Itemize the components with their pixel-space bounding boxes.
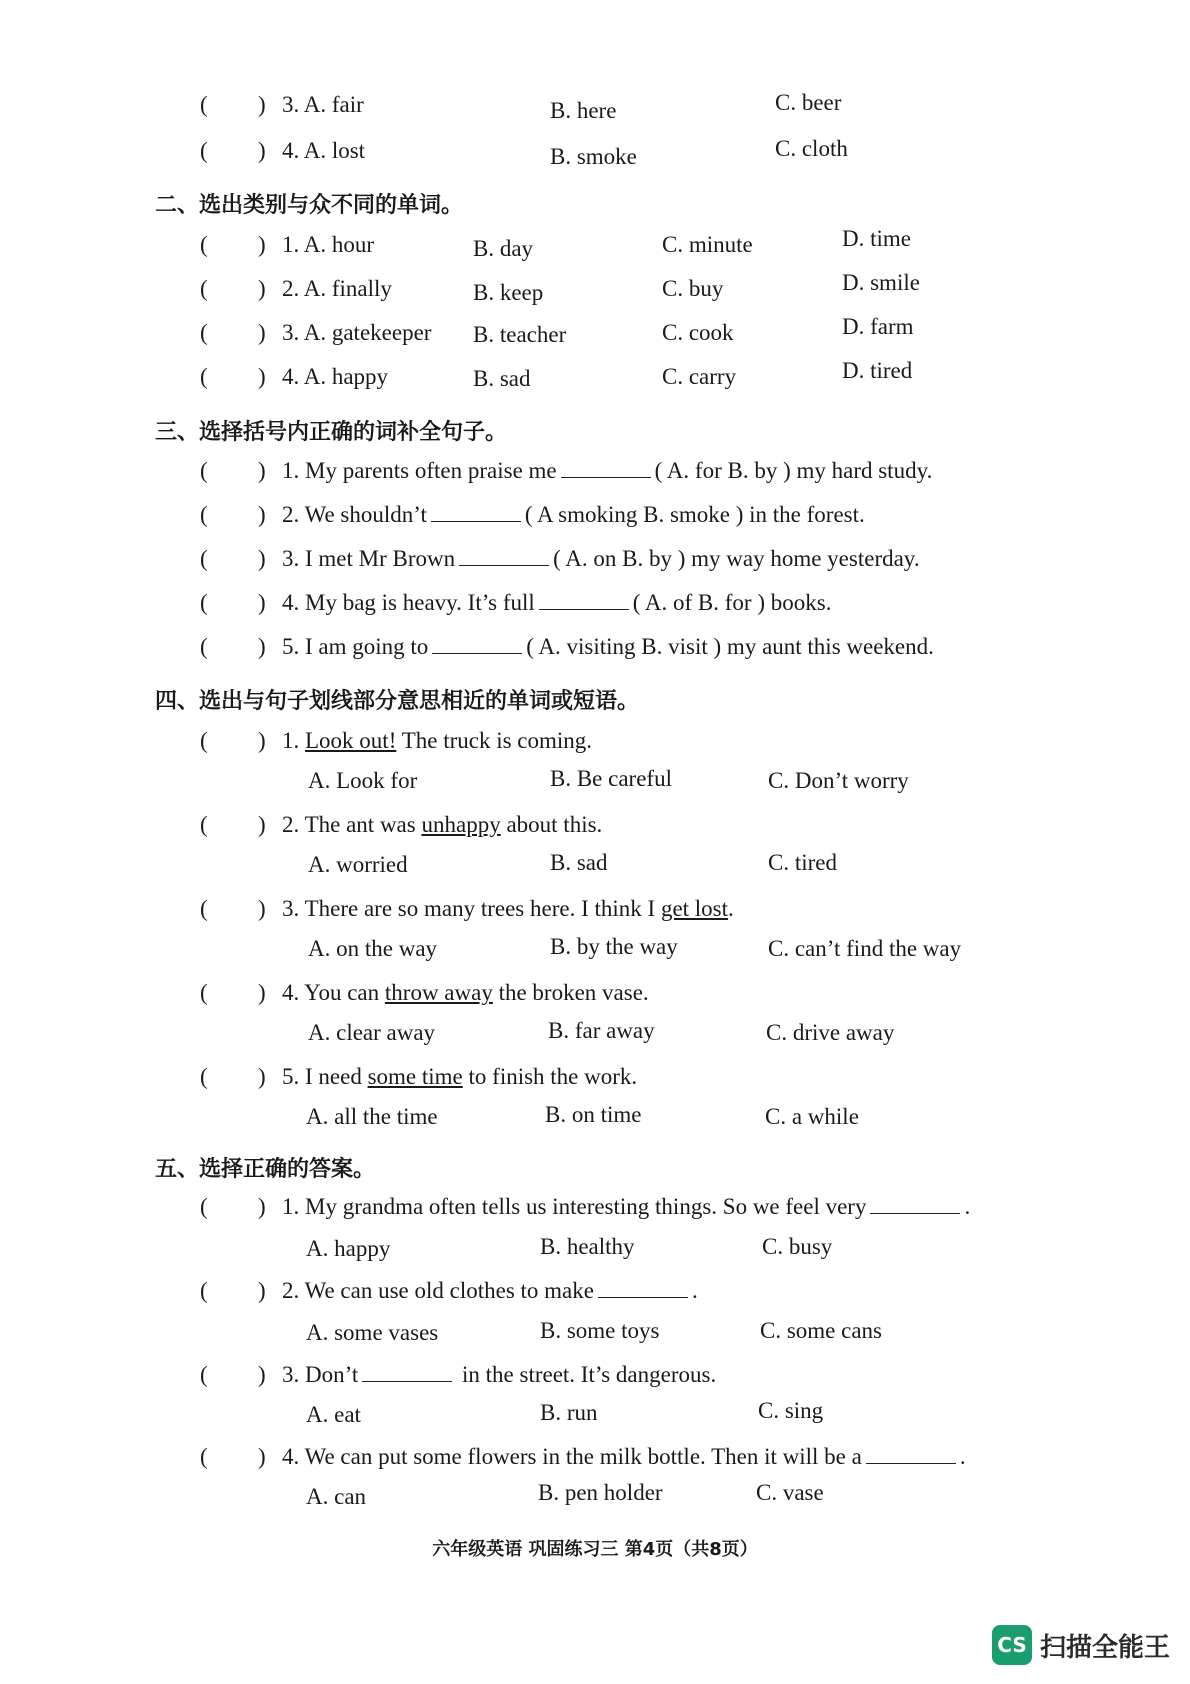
options-row xyxy=(0,1480,1190,1524)
fill-blank xyxy=(459,547,549,566)
question-row xyxy=(0,1194,1190,1234)
question-row xyxy=(0,812,1190,852)
answer-paren-close: ) xyxy=(258,92,266,117)
option-a: A. happy xyxy=(306,1236,391,1261)
option-a: 4. A. lost xyxy=(282,138,366,163)
option-a: A. can xyxy=(306,1484,367,1509)
question-stem-end: . xyxy=(691,1278,698,1303)
answer-paren-open: ( xyxy=(200,896,208,921)
answer-paren-open: ( xyxy=(200,634,208,659)
question-stem-end: the broken vase. xyxy=(492,980,649,1005)
answer-paren-close: ) xyxy=(258,232,266,257)
answer-paren-open: ( xyxy=(200,138,208,163)
option-b: B. Be careful xyxy=(550,766,672,791)
answer-paren-close: ) xyxy=(258,1278,266,1303)
question-text xyxy=(282,1362,716,1388)
options-row xyxy=(0,1320,1190,1360)
underlined-phrase: get lost xyxy=(660,896,729,921)
fill-blank xyxy=(362,1363,452,1382)
options-row xyxy=(0,1236,1190,1276)
option-c: C. drive away xyxy=(766,1020,895,1045)
answer-paren-close: ) xyxy=(258,276,266,301)
answer-paren-open: ( xyxy=(200,980,208,1005)
option-a: A. clear away xyxy=(308,1020,436,1045)
option-b: B. sad xyxy=(473,366,531,391)
question-row xyxy=(0,896,1190,936)
question-row xyxy=(0,546,1190,586)
option-a: 1. A. hour xyxy=(282,232,374,257)
question-number: 1. xyxy=(282,728,300,753)
option-d: D. smile xyxy=(842,270,920,295)
option-a: 2. A. finally xyxy=(282,276,392,301)
option-b: B. keep xyxy=(473,280,544,305)
answer-paren-close: ) xyxy=(258,812,266,837)
answer-paren-close: ) xyxy=(258,364,266,389)
section-heading: 二、选出类别与众不同的单词。 xyxy=(155,193,464,218)
options-row xyxy=(0,852,1190,892)
fill-blank xyxy=(431,503,521,522)
option-b: B. by the way xyxy=(550,934,678,959)
question-row xyxy=(0,1278,1190,1318)
question-number: 5. xyxy=(282,1064,300,1089)
section-heading: 三、选择括号内正确的词补全句子。 xyxy=(155,420,508,445)
option-b: B. far away xyxy=(548,1018,655,1043)
question-row xyxy=(0,1362,1190,1402)
fill-blank xyxy=(539,591,629,610)
options-row xyxy=(0,1020,1190,1060)
answer-paren-close: ) xyxy=(258,728,266,753)
answer-paren-open: ( xyxy=(200,502,208,527)
answer-paren-close: ) xyxy=(258,458,266,483)
question-row xyxy=(0,980,1190,1020)
option-c: C. busy xyxy=(762,1234,833,1259)
fill-blank xyxy=(561,459,651,478)
question-stem-end: about this. xyxy=(500,812,603,837)
option-c: C. carry xyxy=(662,364,737,389)
answer-paren-close: ) xyxy=(258,1194,266,1219)
question-stem-end: . xyxy=(728,896,734,921)
question-stem: I need xyxy=(305,1064,368,1089)
section-heading: 四、选出与句子划线部分意思相近的单词或短语。 xyxy=(155,689,640,714)
answer-paren-close: ) xyxy=(258,1362,266,1387)
option-b: B. on time xyxy=(545,1102,642,1127)
option-a: A. all the time xyxy=(306,1104,438,1129)
question-number: 3. xyxy=(282,896,300,921)
option-c: C. can’t find the way xyxy=(768,936,962,961)
answer-paren-close: ) xyxy=(258,980,266,1005)
option-c: C. cloth xyxy=(775,136,848,161)
answer-paren-open: ( xyxy=(200,232,208,257)
options-row xyxy=(0,1104,1190,1144)
question-stem-end: . xyxy=(959,1444,966,1469)
question-stem: There are so many trees here. I think I xyxy=(304,896,661,921)
question-row xyxy=(0,226,1190,272)
options-row xyxy=(0,936,1190,976)
question-stem: 3. Don’t xyxy=(282,1362,359,1387)
page-footer: 六年级英语 巩固练习三 第4页（共8页） xyxy=(432,1539,758,1560)
option-a: 4. A. happy xyxy=(282,364,389,389)
question-stem: 3. I met Mr Brown xyxy=(282,546,456,571)
question-text xyxy=(282,728,592,754)
question-stem-end: The truck is coming. xyxy=(396,728,593,753)
question-row xyxy=(0,138,1190,178)
question-text xyxy=(282,634,934,660)
question-stem: 4. We can put some flowers in the milk bottle. Then it will be a xyxy=(282,1444,862,1469)
question-options: ( A. visiting B. visit ) my aunt this weekend. xyxy=(526,634,934,659)
question-options: ( A. on B. by ) my way home yesterday. xyxy=(553,546,920,571)
answer-paren-close: ) xyxy=(258,1444,266,1469)
underlined-phrase: throw away xyxy=(384,980,493,1005)
question-text xyxy=(282,1444,966,1470)
answer-paren-open: ( xyxy=(200,92,208,117)
answer-paren-open: ( xyxy=(200,364,208,389)
options-row xyxy=(0,1398,1190,1442)
question-text xyxy=(282,502,865,528)
answer-paren-close: ) xyxy=(258,896,266,921)
question-row xyxy=(0,92,1190,132)
question-options: ( A. for B. by ) my hard study. xyxy=(654,458,933,483)
question-row xyxy=(0,634,1190,674)
answer-paren-close: ) xyxy=(258,1064,266,1089)
option-c: C. buy xyxy=(662,276,724,301)
option-c: C. some cans xyxy=(760,1318,883,1343)
question-stem: 2. We can use old clothes to make xyxy=(282,1278,594,1303)
option-c: C. minute xyxy=(662,232,753,257)
option-d: D. farm xyxy=(842,314,914,339)
question-text xyxy=(282,1194,970,1220)
option-b: B. healthy xyxy=(540,1234,635,1259)
option-b: B. pen holder xyxy=(538,1480,663,1505)
answer-paren-open: ( xyxy=(200,546,208,571)
question-text xyxy=(282,458,932,484)
options-row xyxy=(0,768,1190,808)
question-stem: 4. My bag is heavy. It’s full xyxy=(282,590,535,615)
question-row xyxy=(0,270,1190,316)
option-c: C. tired xyxy=(768,850,837,875)
fill-blank xyxy=(866,1445,956,1464)
answer-paren-open: ( xyxy=(200,812,208,837)
option-c: C. a while xyxy=(765,1104,859,1129)
option-a: A. Look for xyxy=(308,768,418,793)
option-a: A. worried xyxy=(308,852,408,877)
option-d: D. tired xyxy=(842,358,913,383)
cs-logo-icon: CS xyxy=(992,1625,1032,1665)
question-stem-end: to finish the work. xyxy=(462,1064,638,1089)
option-a: 3. A. gatekeeper xyxy=(282,320,432,345)
option-c: C. vase xyxy=(756,1480,824,1505)
answer-paren-open: ( xyxy=(200,1278,208,1303)
option-b: B. day xyxy=(473,236,534,261)
scanner-watermark xyxy=(992,1625,1170,1665)
question-text xyxy=(282,896,734,922)
question-row xyxy=(0,1444,1190,1484)
option-c: C. beer xyxy=(775,90,842,115)
option-b: B. some toys xyxy=(540,1318,660,1343)
question-stem: You can xyxy=(304,980,385,1005)
option-b: B. sad xyxy=(550,850,608,875)
option-a: A. some vases xyxy=(306,1320,439,1345)
answer-paren-close: ) xyxy=(258,502,266,527)
question-row xyxy=(0,728,1190,768)
answer-paren-open: ( xyxy=(200,1444,208,1469)
question-stem: 1. My grandma often tells us interesting things. So we feel very xyxy=(282,1194,867,1219)
underlined-phrase: Look out! xyxy=(305,728,397,753)
answer-paren-open: ( xyxy=(200,1362,208,1387)
answer-paren-open: ( xyxy=(200,320,208,345)
question-text xyxy=(282,546,920,572)
question-text xyxy=(282,812,602,838)
question-row xyxy=(0,590,1190,630)
question-stem-end: in the street. It’s dangerous. xyxy=(462,1362,717,1387)
option-b: B. here xyxy=(550,98,617,123)
question-number: 4. xyxy=(282,980,300,1005)
option-a: A. eat xyxy=(306,1402,361,1427)
question-stem: The ant was xyxy=(304,812,422,837)
option-c: C. sing xyxy=(758,1398,824,1423)
underlined-phrase: some time xyxy=(367,1064,463,1089)
option-b: B. teacher xyxy=(473,322,567,347)
question-row xyxy=(0,458,1190,498)
question-row xyxy=(0,314,1190,360)
option-b: B. smoke xyxy=(550,144,637,169)
answer-paren-open: ( xyxy=(200,590,208,615)
answer-paren-open: ( xyxy=(200,1194,208,1219)
question-text xyxy=(282,1064,637,1090)
underlined-phrase: unhappy xyxy=(421,812,501,837)
answer-paren-close: ) xyxy=(258,590,266,615)
option-d: D. time xyxy=(842,226,911,251)
question-stem-end: . xyxy=(964,1194,971,1219)
answer-paren-open: ( xyxy=(200,728,208,753)
question-row xyxy=(0,358,1190,404)
question-row xyxy=(0,1064,1190,1104)
option-a: A. on the way xyxy=(308,936,438,961)
option-b: B. run xyxy=(540,1400,598,1425)
answer-paren-close: ) xyxy=(258,634,266,659)
question-row xyxy=(0,502,1190,542)
fill-blank xyxy=(870,1195,960,1214)
question-number: 2. xyxy=(282,812,300,837)
question-text xyxy=(282,980,649,1006)
answer-paren-close: ) xyxy=(258,138,266,163)
answer-paren-close: ) xyxy=(258,320,266,345)
scanner-app-name: 扫描全能王 xyxy=(1040,1632,1171,1663)
question-options: ( A. of B. for ) books. xyxy=(632,590,832,615)
option-c: C. Don’t worry xyxy=(768,768,909,793)
option-a: 3. A. fair xyxy=(282,92,364,117)
fill-blank xyxy=(432,635,522,654)
question-text xyxy=(282,1278,698,1304)
question-stem: 2. We shouldn’t xyxy=(282,502,427,527)
answer-paren-open: ( xyxy=(200,1064,208,1089)
question-options: ( A smoking B. smoke ) in the forest. xyxy=(524,502,865,527)
answer-paren-close: ) xyxy=(258,546,266,571)
answer-paren-open: ( xyxy=(200,458,208,483)
fill-blank xyxy=(598,1279,688,1298)
question-stem: 5. I am going to xyxy=(282,634,429,659)
question-text xyxy=(282,590,831,616)
option-c: C. cook xyxy=(662,320,734,345)
answer-paren-open: ( xyxy=(200,276,208,301)
section-heading: 五、选择正确的答案。 xyxy=(155,1157,376,1182)
question-stem: 1. My parents often praise me xyxy=(282,458,557,483)
